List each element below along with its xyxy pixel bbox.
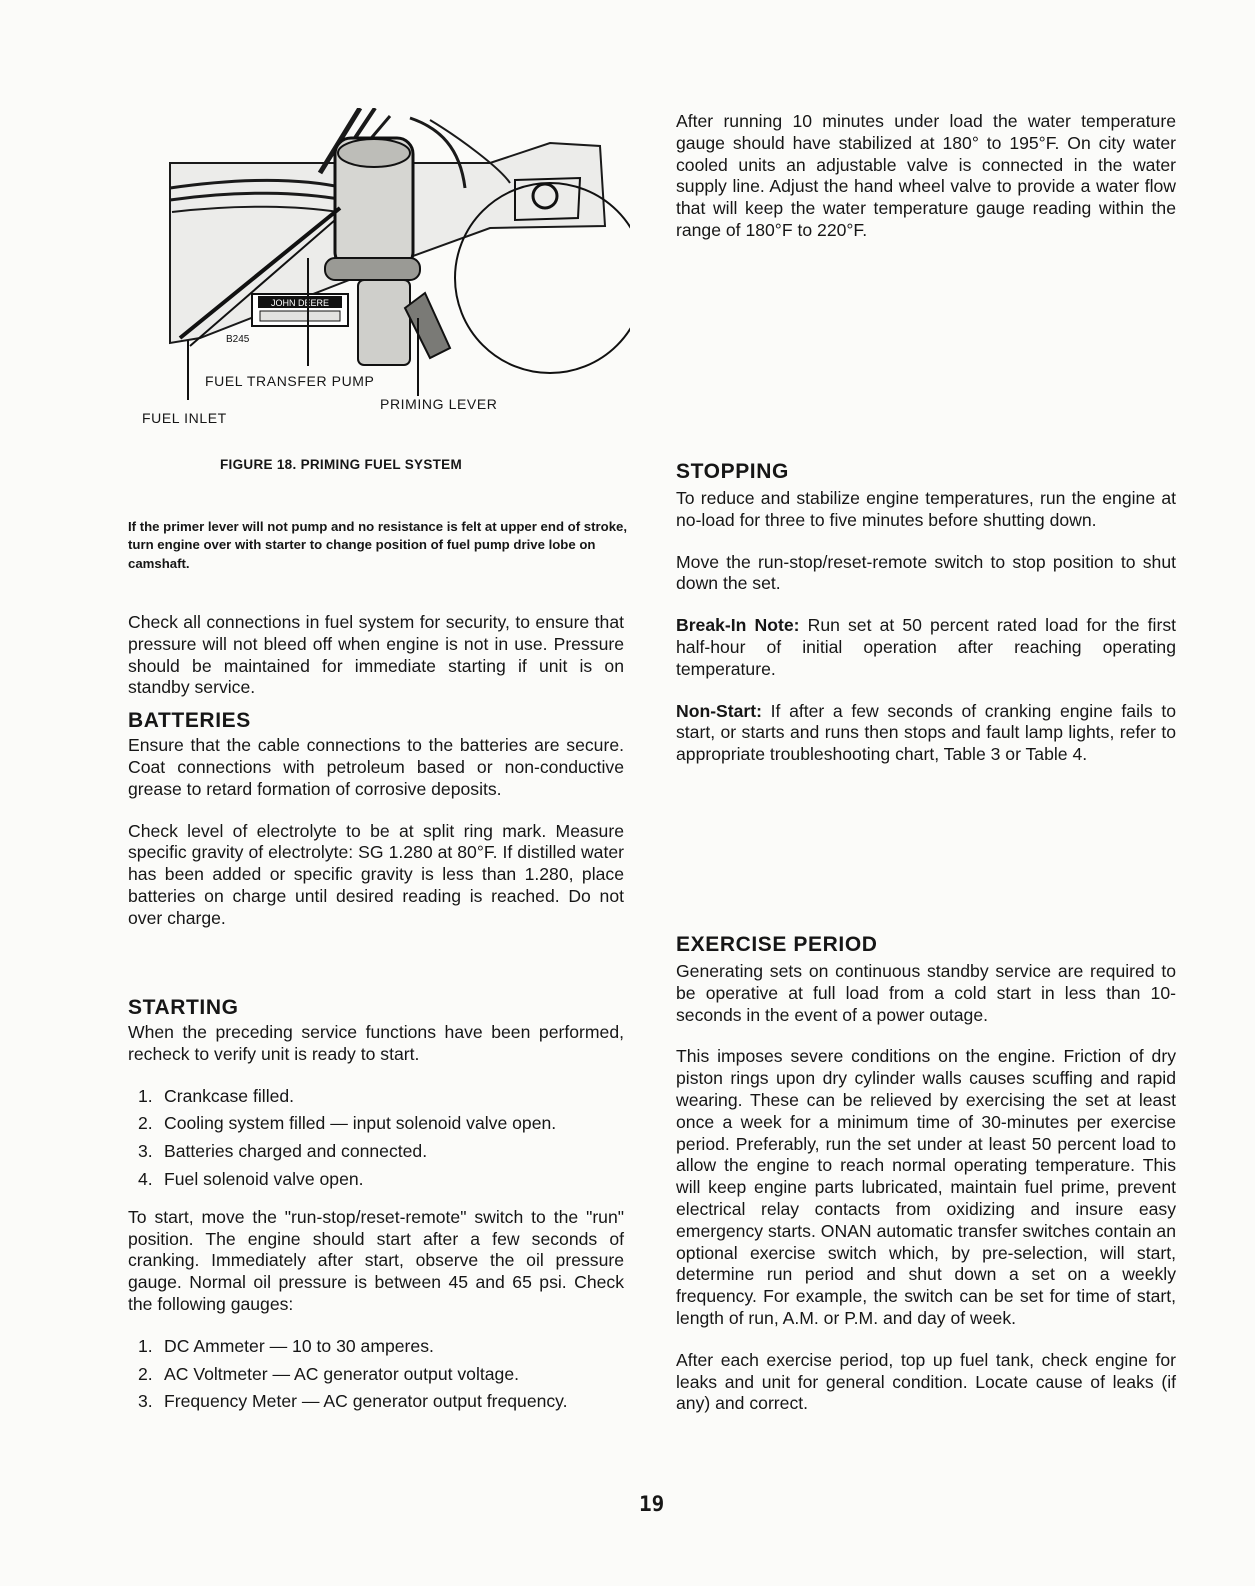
starting-heading: STARTING — [128, 996, 239, 1019]
name-plate-text: JOHN DEERE — [270, 298, 330, 308]
batteries-paragraph-1: Ensure that the cable connections to the batteries are secure. Coat connections with petroleum based or non-conductive grease to retard formation of corrosive deposits. — [128, 735, 624, 799]
list-item: 1. DC Ammeter — 10 to 30 amperes. — [138, 1335, 434, 1356]
list-item: 1. Crankcase filled. — [138, 1085, 295, 1106]
page-number: 19 — [639, 1492, 665, 1516]
figure-caption: FIGURE 18. PRIMING FUEL SYSTEM — [220, 457, 463, 472]
non-start-label: Non-Start: — [676, 700, 763, 721]
non-start-note — [676, 701, 1176, 766]
left-column-starting — [128, 996, 624, 1419]
batteries-paragraph-2: Check level of electrolyte to be at split ring mark. Measure specific gravity of electrolyte: SG 1.280 at 80°F. If distilled water has been added or specific gravity is less than 1.280, place batteries on charge until desired reading is reached. Do not over charge. — [128, 820, 624, 928]
exercise-paragraph-2: This imposes severe conditions on the engine. Friction of dry piston rings upon dry cylinder walls causes scuffing and rapid wearing. These can be relieved by exercising the set at least once a week for a minimum time of 30-minutes per exercise period. Preferably, run the set under at least 50 percent load to allow the engine to reach normal operating temperature. This will keep engine parts lubricated, maintain fuel prime, prevent electrical relay contacts from oxidizing and insure easy emergency starts. ONAN automatic transfer switches contain an optional exercise switch which, by pre-selection, will start, determine run period and shut down a set on a weekly frequency. For example, the switch can be set for time of start, length of run, A.M. or P.M. and day of week. — [676, 1046, 1176, 1328]
break-in-note — [676, 615, 1176, 680]
non-start-text: If after a few seconds of cranking engine fails to start, or starts and runs then stops and fault lamp lights, refer to appropriate troubleshooting chart, Table 3 or Table 4. — [676, 700, 1176, 765]
stopping-heading: STOPPING — [676, 460, 789, 483]
stopping-paragraph-2: Move the run-stop/reset-remote switch to stop position to shut down the set. — [676, 551, 1176, 594]
fuel-inlet-label: FUEL INLET — [142, 410, 227, 426]
gauge-checklist — [128, 1336, 624, 1413]
batteries-heading: BATTERIES — [128, 709, 251, 733]
right-column-top — [676, 111, 1176, 242]
primer-note: If the primer lever will not pump and no resistance is felt at upper end of stroke, turn engine over with starter to change position of fuel pump drive lobe on camshaft. — [128, 519, 628, 571]
exercise-period-heading: EXERCISE PERIOD — [676, 933, 878, 956]
list-item: 2. Cooling system filled — input solenoid valve open. — [138, 1113, 557, 1134]
exercise-paragraph-3: After each exercise period, top up fuel tank, check engine for leaks and unit for general condition. Locate cause of leaks (if any) and correct. — [676, 1349, 1176, 1414]
starting-paragraph-1: When the preceding service functions have been performed, recheck to verify unit is ready to start. — [128, 1022, 624, 1064]
fuel-pump-illustration — [160, 108, 630, 408]
priming-lever-label: PRIMING LEVER — [380, 396, 498, 412]
right-column-stopping — [676, 460, 1176, 766]
figure-code-text: B245 — [226, 334, 250, 345]
exercise-paragraph-1: Generating sets on continuous standby service are required to be operative at full load from a cold start in less than 10-seconds in the event of a power outage. — [676, 961, 1176, 1025]
list-item: 4. Fuel solenoid valve open. — [138, 1168, 364, 1189]
left-column-upper — [128, 612, 624, 930]
list-item: 3. Batteries charged and connected. — [138, 1141, 428, 1162]
starting-paragraph-2: To start, move the "run-stop/reset-remote" switch to the "run" position. The engine should start after a few seconds of cranking. Immediately after start, observe the oil pressure gauge. Normal oil pressure is between 45 and 65 psi. Check the following gauges: — [128, 1206, 624, 1314]
break-in-label: Break-In Note: — [676, 615, 800, 636]
list-item: 3. Frequency Meter — AC generator output frequency. — [138, 1391, 568, 1412]
right-column-exercise — [676, 933, 1176, 1415]
stopping-paragraph-1: To reduce and stabilize engine temperatures, run the engine at no-load for three to five minutes before shutting down. — [676, 488, 1176, 530]
water-temperature-paragraph: After running 10 minutes under load the water temperature gauge should have stabilized at 180° to 195°F. On city water cooled units an adjustable valve is connected in the water supply line. Adjust the hand wheel valve to provide a water flow that will keep the water temperature gauge reading within the range of 180°F to 220°F. — [676, 111, 1176, 240]
fuel-transfer-pump-label: FUEL TRANSFER PUMP — [205, 373, 375, 389]
pre-start-checklist — [128, 1086, 624, 1191]
list-item: 2. AC Voltmeter — AC generator output voltage. — [138, 1363, 520, 1384]
break-in-text: Run set at 50 percent rated load for the first half-hour of initial operation after reaching operating temperature. — [676, 615, 1177, 679]
fuel-system-paragraph: Check all connections in fuel system for security, to ensure that pressure will not bleed off when engine is not in use. Pressure should be maintained for immediate starting if unit is on standby service. — [128, 612, 624, 698]
